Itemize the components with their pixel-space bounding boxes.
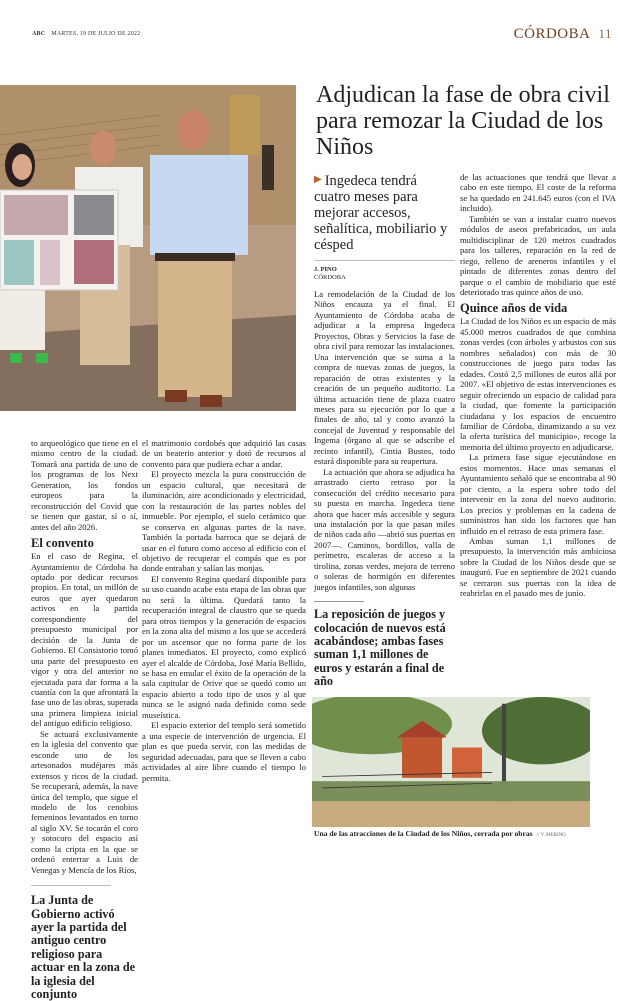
deck-text: Ingedeca tendrá cuatro meses para mejorar accesos, señalítica, mobiliario y césped [314, 173, 448, 253]
byline [314, 266, 455, 282]
photo-people-with-plan [0, 85, 296, 411]
headline: Adjudican la fase de obra civil para remozar la Ciudad de los Niños [316, 82, 610, 160]
subheading: Quince años de vida [460, 301, 568, 316]
photo-caption [314, 829, 566, 838]
main-photo [0, 85, 296, 411]
paragraph: Se actuará exclusivamente en la iglesia del convento que esconde uno de los artesonados mudéjares más extensos y ricos de la ciudad. Se recuperará, además, la nave única del templo, que sigue el modelo de los cenobios femeninos levantados en torno al siglo XV. Se tocarán el coro y sotocoro del espacio así como la cripta en la que se ordenó enterrar a Luis de Venegas y Mencía de los Ríos, [31, 728, 138, 875]
article-column-4 [460, 172, 616, 599]
deck [314, 172, 455, 253]
paragraph: El convento Regina quedará disponible para su uso cuando acabe esta etapa de las obras que no será la última. Quedará tanto la recuperación integral de claustro que se queda para otros tiempos y la generación de espacios en la zona alta del mismo a los que se accederá por un ascensor que no forma parte de los planes inmediatos. El proyecto, como explicó ayer el alcalde de Córdoba, José María Bellido, se basa en emular el éxito de la operación de la sala capitular de Orive que se quedó como un espacio abierto a todo tipo de usos y al que nunca se le asignó nada definido como sede museística. [142, 573, 306, 720]
author: J. PINO [314, 266, 337, 273]
paragraph: de las actuaciones que tendrá que llevar a cabo en este tiempo. El coste de la reforma se ha quedado en 241.645 euros (con el IVA incluido). [460, 172, 616, 214]
subheading: El convento [31, 536, 94, 551]
pull-quote: La reposición de juegos y colocación de nuevos está acabándose; ambas fases suman 1,1 millones de euros y estarán a final de año [314, 607, 446, 689]
paragraph: Ambas suman 1,1 millones de presupuesto, la intervención más ambiciosa sobre la Ciudad de los Niños desde que se inauguró. Fue en septiembre de 2021 cuando se cerraron sus puertas con la idea de reabrirlas en el pasado mes de junio. [460, 535, 616, 599]
paragraph: La actuación que ahora se adjudica ha arrastrado cierto retraso por la consecución del crédito necesario para su puesta en marcha. Ingedeca tiene ahora que hacer más accesible y segura una instalación por la que pasan miles de niños cada año —abrió sus puertas en 2007—. Caminos, bordillos, valla de perímetro, escaleras de acceso a la tirolina, zonas verdes, mejora de terreno o soleras de hormigón en diferentes juegos infantiles, son algunas [314, 466, 455, 592]
paper-name: ABC [32, 31, 46, 37]
divider [31, 885, 111, 886]
divider [314, 260, 455, 261]
caption-text: Una de las atracciones de la Ciudad de los Niños, cerrada por obras [314, 829, 533, 838]
side-article-column-2 [142, 438, 306, 783]
photo-playground [312, 697, 590, 827]
paragraph: En el caso de Regina, el Ayuntamiento de Córdoba ha optado por dedicar recursos propios. En total, un millón de euros que ayer quedaron activos en la partida correspondiente del presupuesto municipal por decisión de la Junta de Gobierno. El Consistorio tomó una parte del presupuesto en vigor y otra del anterior no ejecutada para dar forma a la cuantía con la que afrontará la fase uno de las obras, superada una primera limpieza inicial del antiguo edificio religioso. [31, 551, 138, 729]
photo-credit: // V. MERINO [536, 833, 566, 838]
triangle-bullet-icon: ▶ [314, 174, 322, 185]
issue-date: MARTES, 19 DE JULIO DE 2022 [51, 31, 141, 37]
paragraph: to arqueológico que tiene en el mismo centro de la ciudad. Tomará una partida de uno de los programas de los Next Generation, los fondos europeos para la reconstrucción del Covid que se tienen que gastar, sí o sí, antes del año 2026. [31, 438, 138, 532]
paragraph: El espacio exterior del templo será sometido a una especie de intervención de urgencia. El plan es que pueda servir, con las medidas de seguridad adecuadas, para que se lleven a cabo actividades al aire libre cuando el tiempo lo permita. [142, 720, 306, 783]
section-name: CÓRDOBA [513, 26, 591, 42]
paragraph: el matrimonio cordobés que adquirió las casas de un beaterio anterior y dotó de recursos al convento para que pudiera echar a andar. [142, 438, 306, 469]
page-header-left [32, 31, 140, 37]
playground-photo [312, 697, 590, 827]
pull-quote: La Junta de Gobierno activó ayer la partida del antiguo centro religioso para actuar en la zona de la iglesia del conjunto [31, 893, 136, 1001]
paragraph: También se van a instalar cuatro nuevos módulos de aseos prefabricados, un aula multidisciplinar de 120 metros cuadrados para los talleres, reparación en la red de riego, relleno de areneros infantiles y el pintado de diferentes zonas dentro del parque o el cambio de mobiliario que esté deteriorado tras quince años de uso. [460, 213, 616, 297]
paragraph: El proyecto mezcla la pura construcción de un espacio cultural, que necesitará de iluminación, aire acondicionado y electricidad, con la restauración de las partes nobles del inmueble. Por ejemplo, el suelo cerámico que se conserva en algunas partes de la nave. También la portada barroca que se dejará de usar en el futuro como acceso al edificio con el objetivo de recuperar el compás que es por donde entraban y salían las monjas. [142, 469, 306, 574]
paragraph: La remodelación de la Ciudad de los Niños encauza ya el final. El Ayuntamiento de Córdoba acaba de adjudicar a la empresa Ingedeca Proyectos, Obras y Servicios la fase de obra civil para remozar las instalaciones. Una intervención que se suma a la compra de nuevas zonas de juegos, la reparación de otras existentes y la creación de un pequeño auditorio. La última actuación tiene de plaza cuatro meses para su ejecución por lo que a finales de año, tal y como avanzó la concejal de Juventud y responsable del Ingema (órgano al que se adscribe el recinto infantil), Cintia Bustos, todo estará disponible para su reapertura. [314, 289, 455, 467]
divider [314, 601, 364, 602]
location: CÓRDOBA [314, 274, 346, 281]
page-number: 11 [598, 26, 612, 41]
page-header-right [514, 26, 612, 43]
paragraph: La primera fase sigue ejecutándose en estos momentos. Hace unas semanas el Ayuntamiento señaló que se encontraba al 90 por ciento, a la espera sobre todo del intervenir en la zona del nuevo auditorio. Los precios y problemas en la cadena de suministros han sido los factores que han influido en el retraso de esta primera fase. [460, 452, 616, 536]
paragraph: La Ciudad de los Niños es un espacio de más 45.000 metros cuadrados de que combina zonas verdes (con árboles y arbustos con sus nombres señalados) con más de 30 construcciones de juego para todas las edades. Costó 2,5 millones de euros allá por 2007. «El objetivo de estas intervenciones es seguir ofreciendo un espacio de calidad para la ciudad, que fomente la participación ciudadana y los espacios de encuentro familiar de Córdoba, dinamizando a su vez la oferta turística del municipio», recoge la memoria del último proyecto en adjudicarse. [460, 316, 616, 452]
article-column-3 [314, 172, 455, 689]
side-article-column-1 [31, 438, 138, 1001]
